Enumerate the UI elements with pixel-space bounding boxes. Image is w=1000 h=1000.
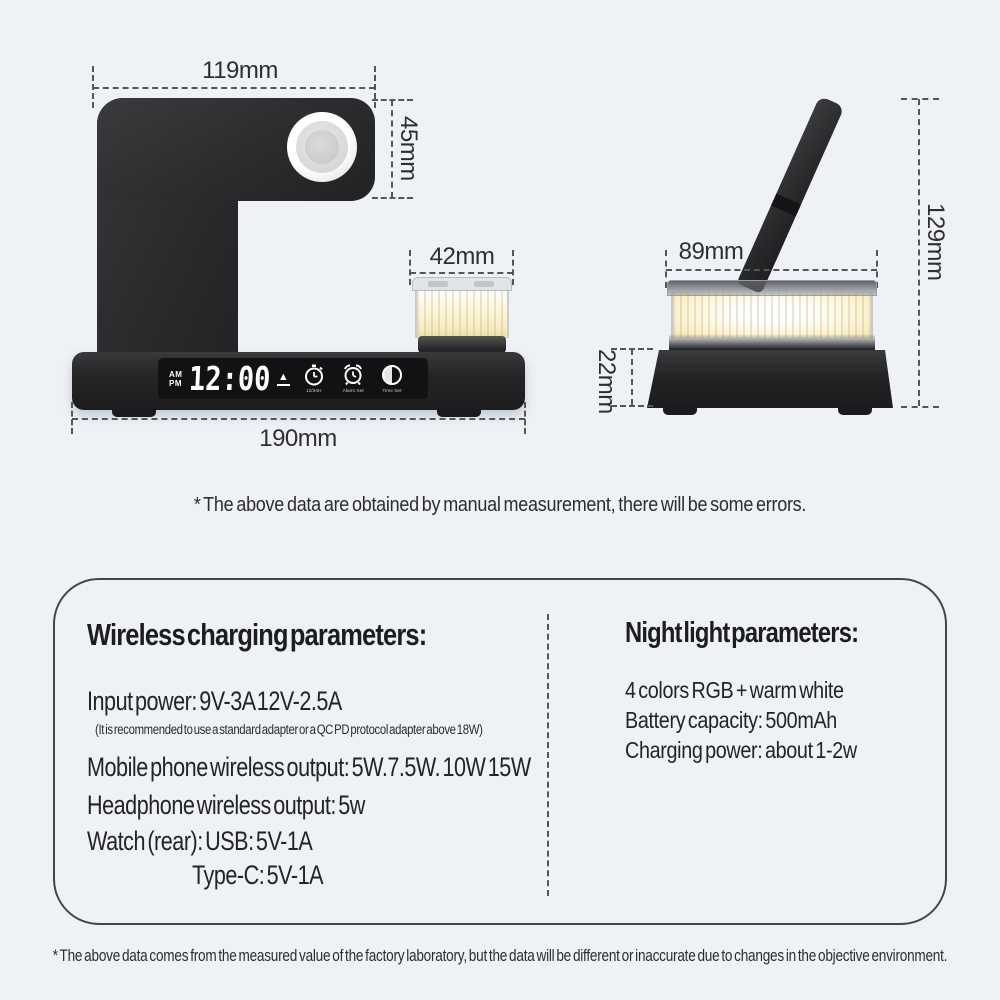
- time-set-icon-label: Time Set: [382, 388, 402, 394]
- dim-tick: [409, 250, 411, 285]
- dim-tick: [512, 250, 514, 285]
- dim-label-total-height: 129mm: [922, 203, 949, 281]
- measurement-note: * The above data are obtained by manual measurement, there will be some errors.: [193, 494, 807, 516]
- footer-note: * The above data comes from the measured value of the factory laboratory, but the data will be different or inaccurate due to changes in the objective environment.: [52, 946, 948, 965]
- spec-headphone-output: Headphone wireless output: 5w: [87, 790, 365, 820]
- dim-line-lamp-width-side: [666, 269, 877, 271]
- spec-adapter-note: (It is recommended to use a standard adapter or a QC PD protocol adapter above 18W): [95, 722, 483, 737]
- side-base: [647, 350, 893, 408]
- spec-watch-typec: Type-C: 5V-1A: [192, 860, 324, 890]
- night-light-glow: [415, 288, 509, 338]
- night-light-lid: [412, 277, 512, 291]
- dim-line-base-height: [631, 349, 633, 405]
- clock-pm-indicator: PM: [169, 378, 182, 388]
- wireless-params-title: Wireless charging parameters:: [87, 617, 427, 652]
- time-set-icon: [377, 363, 407, 394]
- watch-charger-pad-core: [305, 130, 339, 164]
- night-light-side: [667, 280, 877, 352]
- dim-line-total-height: [918, 99, 920, 406]
- night-light-glow-side: [671, 292, 873, 338]
- night-light-lower-frame: [669, 334, 875, 352]
- dim-tick: [901, 406, 939, 408]
- spec-watch-usb: Watch (rear): USB: 5V-1A: [87, 826, 313, 856]
- night-light-params-title: Night light parameters:: [625, 617, 859, 649]
- clock-time: 12:00: [188, 359, 272, 398]
- dim-tick: [901, 98, 939, 100]
- dim-label-total-width: 190mm: [259, 425, 337, 452]
- dim-line-watch-height: [391, 100, 393, 198]
- base-foot: [838, 407, 872, 415]
- timer-icon: [299, 363, 329, 394]
- dim-label-watch-height: 45mm: [395, 116, 422, 181]
- alarm-icon-label: Alarm Set: [342, 388, 364, 394]
- base-foot: [437, 409, 481, 417]
- eject-symbol: ▲: [277, 372, 290, 386]
- base-foot: [112, 409, 156, 417]
- spec-input-power: Input power: 9V-3A 12V-2.5A: [87, 686, 342, 716]
- spec-night-battery: Battery capacity: 500mAh: [625, 707, 837, 733]
- spec-night-power: Charging power: about 1-2w: [625, 737, 857, 763]
- clock-am-indicator: AM: [169, 369, 183, 379]
- dim-label-top-width: 119mm: [202, 57, 278, 84]
- night-light-lid-notch: [428, 281, 448, 287]
- arm-hinge: [771, 193, 801, 216]
- night-light-rim: [667, 280, 877, 296]
- dim-line-lamp-width-front: [410, 272, 513, 274]
- timer-icon-label: 12/24H: [306, 388, 322, 394]
- dim-label-base-height: 22mm: [593, 349, 620, 414]
- spec-column-divider: [547, 614, 549, 896]
- spec-night-colors: 4 colors RGB + warm white: [625, 677, 844, 703]
- dim-line-total-width: [72, 418, 525, 420]
- night-light-lid-notch: [474, 281, 494, 287]
- dim-line-top-width: [93, 87, 375, 89]
- night-light-front: [412, 277, 512, 353]
- dim-label-lamp-width-front: 42mm: [429, 243, 495, 270]
- base-foot: [663, 407, 697, 415]
- night-light-socket: [418, 336, 506, 353]
- clock-display: [158, 358, 428, 399]
- alarm-icon: [338, 363, 368, 394]
- spec-mobile-output: Mobile phone wireless output: 5W.7.5W. 10W 15W: [87, 752, 531, 782]
- dim-label-lamp-width-side: 89mm: [678, 238, 744, 265]
